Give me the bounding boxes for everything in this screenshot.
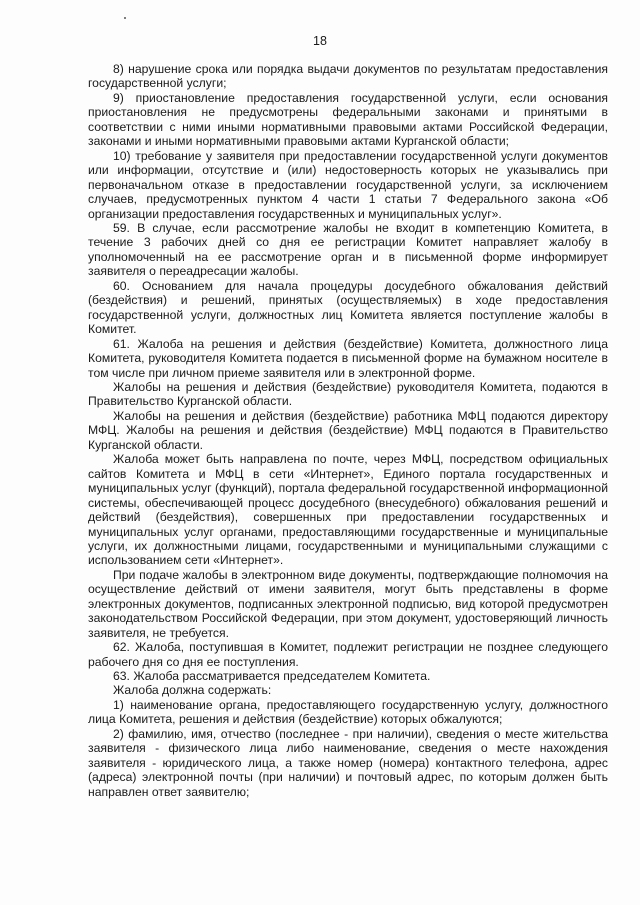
paragraph-item-8: 8) нарушение срока или порядка выдачи документов по результатам предоставления государственной услуги;: [88, 62, 608, 91]
scan-speck: [124, 17, 126, 19]
document-body: [88, 62, 608, 799]
paragraph-complaints-mfc: Жалобы на решения и действия (бездействие) работника МФЦ подаются директору МФЦ. Жалобы на решения и действия (бездействие) МФЦ подаются в Правительство Курганской области.: [88, 408, 608, 452]
paragraph-clause-63: 63. Жалоба рассматривается председателем Комитета.: [113, 669, 431, 684]
paragraph-complaints-head: Жалобы на решения и действия (бездействие) руководителя Комитета, подаются в Правительство Курганской области.: [88, 379, 608, 409]
paragraph-item-10: 10) требование у заявителя при предоставлении государственной услуги документов или информации, отсутствие и (или) недостоверность которых не указывались при первоначальном отказе в предоставлении государственной услуги, за исключением случаев, предусмотренных пунктом 4 части 1 статьи 7 Федерального закона «Об организации предоставления государственных и муниципальных услуг».: [88, 148, 608, 221]
paragraph-complaint-channels: Жалоба может быть направлена по почте, через МФЦ, посредством официальных сайтов Комитета и МФЦ в сети «Интернет», Единого портала государственных и муниципальных услуг (функций), портала федеральной государственной информационной системы, обеспечивающей процесс досудебного (внесудебного) обжалования решений и действий (бездействия), совершенных при предоставлении государственных и муниципальных услуг органами, предоставляющими государственные и муниципальные услуги, их должностными лицами, государственными и муниципальными служащими с использованием сети «Интернет».: [88, 452, 608, 568]
paragraph-contents-item-2: 2) фамилию, имя, отчество (последнее - при наличии), сведения о месте жительства заявителя - физического лица либо наименование, сведения о месте нахождения заявителя - юридического лица, а также номер (номера) контактного телефона, адрес (адреса) электронной почты (при наличии) и почтовый адрес, по которым должен быть направлен ответ заявителю;: [88, 726, 608, 799]
paragraph-clause-60: 60. Основанием для начала процедуры досудебного обжалования действий (бездействия) и решений, принятых (осуществляемых) в ходе предоставления государственной услуги, должностных лиц Комитета является поступление жалобы в Комитет.: [88, 278, 608, 337]
paragraph-contents-intro: Жалоба должна содержать:: [113, 683, 272, 698]
paragraph-contents-item-1: 1) наименование органа, предоставляющего государственную услугу, должностного лица Комитета, решения и действия (бездействие) которых обжалуются;: [88, 697, 608, 727]
paragraph-item-9: 9) приостановление предоставления государственной услуги, если основания приостановления не предусмотрены федеральными законами и принятыми в соответствии с ними иными нормативными правовыми актами Российской Федерации, законами и иными нормативными правовыми актами Курганской области;: [88, 90, 608, 149]
paragraph-electronic-filing: При подаче жалобы в электронном виде документы, подтверждающие полномочия на осуществление действий от имени заявителя, могут быть представлены в форме электронных документов, подписанных электронной подписью, вид которой предусмотрен законодательством Российской Федерации, при этом документ, удостоверяющий личность заявителя, не требуется.: [88, 567, 608, 640]
page-number: 18: [313, 34, 327, 48]
paragraph-clause-61: 61. Жалоба на решения и действия (бездействие) Комитета, должностного лица Комитета, руководителя Комитета подается в письменной форме на бумажном носителе в том числе при личном приеме заявителя или в электронной форме.: [88, 336, 608, 380]
paragraph-clause-62: 62. Жалоба, поступившая в Комитет, подлежит регистрации не позднее следующего рабочего дня со дня ее поступления.: [88, 640, 608, 669]
paragraph-clause-59: 59. В случае, если рассмотрение жалобы не входит в компетенцию Комитета, в течение 3 рабочих дней со дня ее регистрации Комитет направляет жалобу в уполномоченный на ее рассмотрение орган и в письменной форме информирует заявителя о переадресации жалобы.: [88, 220, 608, 279]
